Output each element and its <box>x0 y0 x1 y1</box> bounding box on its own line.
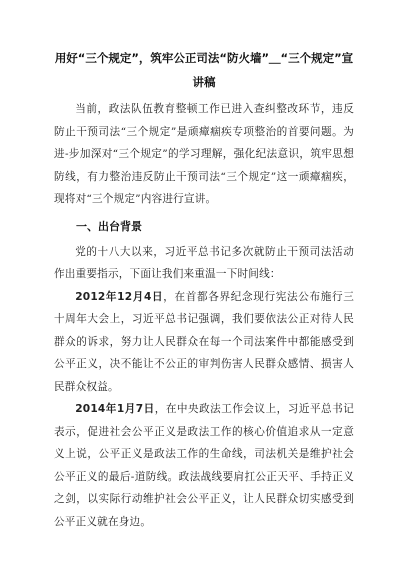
event-paragraph-2014 <box>54 398 354 533</box>
event-text-2014: ，在中央政法工作会议上，习近平总书记表示，促进社会公平正义是政法工作的核心价值追求从一定意义上说，公平正义是政法工作的生命线，司法机关是维护社会公平正义的最后-道防线。政法战线要肩扛公正天平、手持正义之剑，以实际行动维护社会公平正义，让人民群众切实感受到公平正义就在身边。 <box>54 403 354 528</box>
intro-paragraph: 当前，政法队伍教育整顿工作已进入查纠整改环节，违反防止干预司法“三个规定”是顽瘴痼疾专项整治的首要问题。为进-步加深对“三个规定”的学习理解，强化纪法意识，筑牢思想防线，有力整治违反防止干预司法“三个规定”这一顽瘴痼疾，现将对“三个规定”内容进行宣讲。 <box>54 103 354 205</box>
event-date-2012: 2012年12月4日 <box>75 290 164 303</box>
event-text-2012: ，在首都各界纪念现行宪法公布施行三十周年大会上，习近平总书记强调，我们要依法公正对待人民群众的诉求，努力让人民群众在每一个司法案件中都能感受到公平正义，决不能让不公正的审判伤害人民群众感情、损害人民群众权益。 <box>54 290 354 393</box>
background-paragraph: 党的十八大以来，习近平总书记多次就防止干预司法活动作出重要指示，下面让我们来重温一下时间线： <box>54 245 354 280</box>
event-date-2014: 2014年1月7日 <box>75 403 155 415</box>
section-heading-background: 一、出台背景 <box>76 219 142 233</box>
document-title: 用好“三个规定”，筑牢公正司法“防火墙”＿“三个规定”宣讲稿 <box>54 51 354 89</box>
event-paragraph-2012 <box>54 286 354 399</box>
